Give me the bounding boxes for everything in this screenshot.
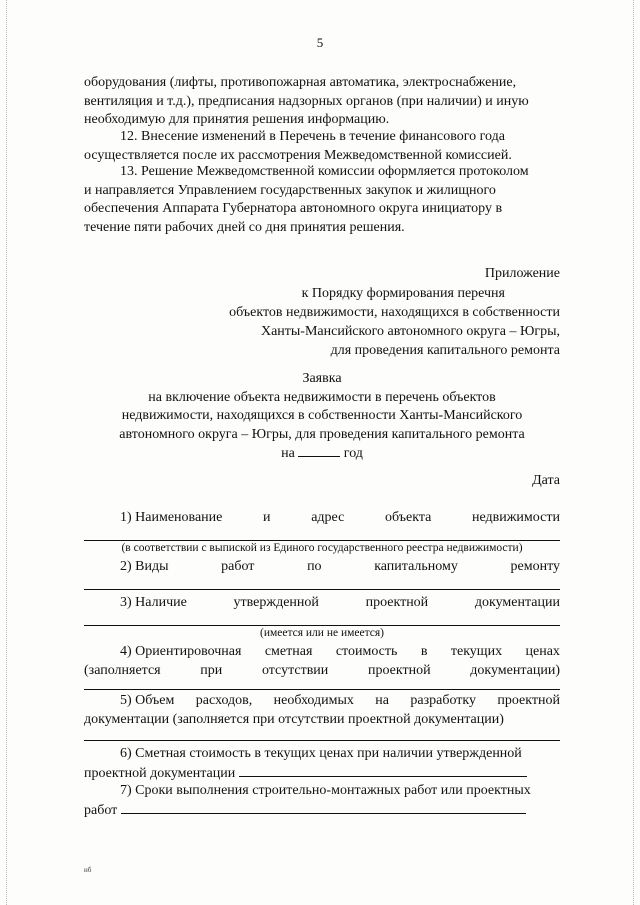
item-4-word: текущих bbox=[450, 644, 503, 659]
intro-line: необходимую для принятия решения информацию. bbox=[84, 112, 390, 127]
item-2-label bbox=[84, 558, 560, 577]
item-2-answer-line[interactable] bbox=[84, 589, 560, 590]
intro-line: вентиляция и т.д.), предписания надзорных органов (при наличии) и иную bbox=[84, 93, 529, 109]
item-2-word: по bbox=[307, 559, 322, 574]
page-number: 5 bbox=[316, 35, 324, 50]
intro-paragraph bbox=[84, 74, 560, 130]
date-label: Дата bbox=[532, 473, 560, 488]
item-4-word: (заполняется bbox=[84, 662, 161, 678]
item-4-word: при bbox=[200, 662, 223, 678]
corner-mark: нб bbox=[84, 866, 92, 874]
page-edge-left bbox=[6, 0, 7, 905]
item-4-word: ценах bbox=[525, 644, 560, 659]
item-1-label bbox=[84, 509, 560, 528]
appendix-line: для проведения капитального ремонта bbox=[330, 343, 560, 358]
item-4-word: проектной bbox=[367, 662, 431, 678]
item-5 bbox=[84, 692, 560, 729]
item-4-word: документации) bbox=[470, 662, 560, 678]
year-prefix: на bbox=[281, 446, 295, 461]
item-1-word: и bbox=[263, 510, 271, 525]
item-4-word: 4) Ориентировочная bbox=[120, 644, 242, 659]
item-4-line-2 bbox=[84, 662, 560, 681]
item-7 bbox=[84, 782, 560, 820]
paragraph-13-line: течение пяти рабочих дней со дня принятия решения. bbox=[84, 219, 405, 235]
paragraph-13-line: обеспечения Аппарата Губернатора автономного округа инициатору в bbox=[84, 201, 503, 216]
item-1 bbox=[84, 509, 560, 528]
application-subtitle-line: на включение объекта недвижимости в перечень объектов bbox=[148, 389, 496, 405]
item-4-word: сметная bbox=[264, 644, 313, 659]
item-3-word: документации bbox=[474, 595, 560, 610]
item-3 bbox=[84, 594, 560, 613]
appendix-line: Ханты-Мансийского автономного округа – Югры, bbox=[260, 324, 560, 339]
item-7-label: работ bbox=[84, 802, 118, 818]
item-6-answer-line[interactable] bbox=[239, 764, 527, 777]
item-3-answer-line[interactable] bbox=[84, 625, 560, 626]
item-2-word: ремонту bbox=[510, 559, 560, 574]
item-5-word: разработку bbox=[410, 693, 476, 708]
application-title: Заявка bbox=[302, 371, 342, 386]
item-5-word: расходов, bbox=[195, 693, 253, 708]
item-3-word: проектной bbox=[365, 595, 429, 610]
item-5-line-1 bbox=[84, 692, 560, 711]
item-1-word: объекта bbox=[384, 510, 432, 525]
paragraph-12-line: осуществляется после их рассмотрения Межведомственной комиссией. bbox=[84, 147, 512, 163]
item-5-word: на bbox=[375, 693, 389, 708]
item-1-word: адрес bbox=[311, 510, 345, 525]
application-heading bbox=[84, 370, 560, 464]
item-2-word: работ bbox=[221, 559, 255, 574]
item-4 bbox=[84, 643, 560, 680]
paragraph-13 bbox=[84, 163, 560, 237]
item-6-line-2 bbox=[84, 764, 560, 784]
item-6-line-1: 6) Сметная стоимость в текущих ценах при наличии утвержденной bbox=[120, 746, 522, 761]
item-2-word: капитальному bbox=[374, 559, 458, 574]
item-1-word: недвижимости bbox=[472, 510, 560, 525]
year-suffix: год bbox=[343, 446, 363, 461]
appendix-header bbox=[160, 264, 560, 360]
year-blank-field[interactable] bbox=[298, 444, 340, 457]
item-2 bbox=[84, 558, 560, 577]
item-7-answer-line[interactable] bbox=[121, 801, 526, 814]
item-4-word: стоимость bbox=[335, 644, 398, 659]
item-5-word: необходимых bbox=[273, 693, 354, 708]
item-1-word: 1) Наименование bbox=[120, 510, 223, 525]
appendix-line: к Порядку формирования перечня bbox=[301, 286, 505, 301]
item-5-word: 5) Объем bbox=[120, 693, 175, 708]
item-1-note: (в соответствии с выпиской из Единого государственного реестра недвижимости) bbox=[121, 542, 523, 554]
item-1-answer-line[interactable] bbox=[84, 540, 560, 541]
item-4-line-1 bbox=[84, 643, 560, 662]
item-7-line-1: 7) Сроки выполнения строительно-монтажных работ или проектных bbox=[120, 783, 531, 798]
item-7-line-2 bbox=[84, 801, 560, 821]
application-year-line bbox=[84, 444, 560, 464]
item-6-label: проектной документации bbox=[84, 765, 236, 781]
paragraph-13-line: 13. Решение Межведомственной комиссии оформляется протоколом bbox=[120, 164, 529, 179]
appendix-title: Приложение bbox=[484, 266, 560, 281]
item-5-word: проектной bbox=[497, 693, 560, 708]
item-2-word: 2) Виды bbox=[120, 559, 169, 574]
item-5-answer-line[interactable] bbox=[84, 740, 560, 741]
intro-line: оборудования (лифты, противопожарная автоматика, электроснабжение, bbox=[84, 75, 517, 90]
page-edge-right bbox=[633, 0, 634, 905]
item-3-note: (имеется или не имеется) bbox=[260, 627, 384, 639]
item-4-word: отсутствии bbox=[261, 662, 329, 678]
item-3-word: 3) Наличие bbox=[120, 595, 187, 610]
paragraph-13-line: и направляется Управлением государственных закупок и жилищного bbox=[84, 182, 496, 198]
item-3-label bbox=[84, 594, 560, 613]
paragraph-12-line: 12. Внесение изменений в Перечень в течение финансового года bbox=[120, 129, 505, 144]
item-6 bbox=[84, 745, 560, 783]
application-subtitle-line: автономного округа – Югры, для проведения капитального ремонта bbox=[119, 426, 525, 442]
item-5-line-2: документации (заполняется при отсутствии проектной документации) bbox=[84, 711, 504, 727]
item-4-word: в bbox=[420, 644, 428, 659]
application-subtitle-line: недвижимости, находящихся в собственности Ханты-Мансийского bbox=[121, 408, 523, 423]
item-3-word: утвержденной bbox=[233, 595, 319, 610]
item-4-answer-line[interactable] bbox=[84, 689, 560, 690]
appendix-line: объектов недвижимости, находящихся в собственности bbox=[229, 305, 560, 320]
paragraph-12 bbox=[84, 128, 560, 165]
